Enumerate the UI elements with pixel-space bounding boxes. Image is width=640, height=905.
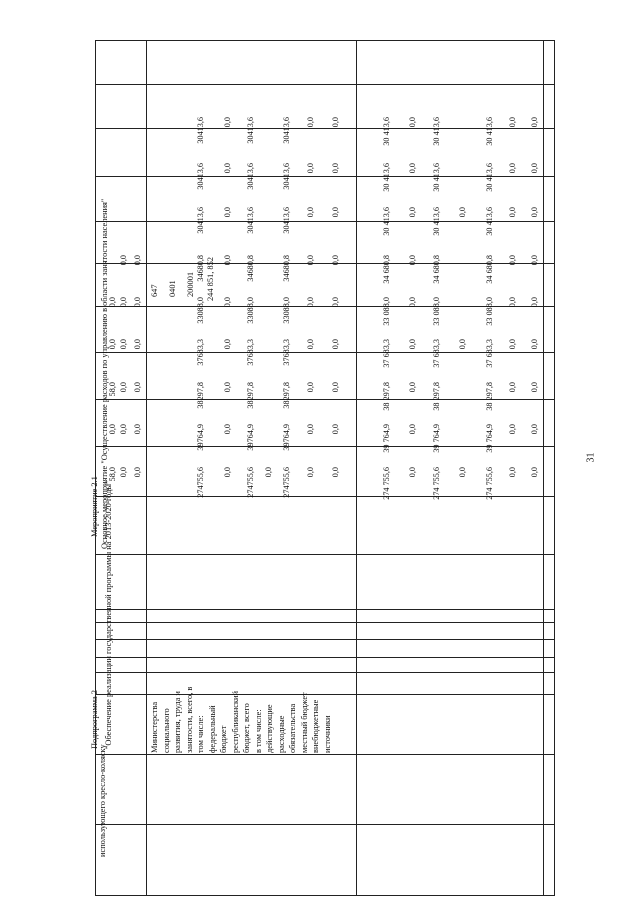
value-cell: 0,0 — [108, 339, 117, 350]
value-cell: 0,0 — [223, 424, 232, 435]
value-cell: 0,0 — [223, 339, 232, 350]
value-cell: 0,0 — [408, 424, 417, 435]
value-cell: 0,0 — [331, 424, 340, 435]
value-cell: 0,0 — [530, 255, 539, 266]
value-cell: 33088,0 — [196, 297, 205, 324]
value-cell: 30413,6 — [282, 163, 291, 190]
value-cell: 58,0 — [108, 467, 117, 482]
value-cell: 0,0 — [331, 207, 340, 218]
value-cell: 37683,3 — [282, 339, 291, 366]
value-cell: 0,0 — [306, 117, 315, 128]
source-label: Министерства — [150, 701, 159, 753]
value-cell: 30 413,6 — [432, 163, 441, 192]
value-cell: 30 413,6 — [485, 117, 494, 146]
grid-col-line — [95, 84, 555, 85]
value-cell: 0,0 — [508, 207, 517, 218]
value-cell: 0,0 — [508, 117, 517, 128]
grid-col-line — [95, 754, 555, 755]
value-cell: 0,0 — [331, 163, 340, 174]
grid-col-line — [95, 672, 555, 673]
value-cell: 0,0 — [306, 207, 315, 218]
value-cell: 0,0 — [331, 339, 340, 350]
value-cell: 33088,0 — [246, 297, 255, 324]
code-grbs: 647 — [150, 284, 159, 297]
value-cell: 0,0 — [508, 255, 517, 266]
value-cell: 0,0 — [264, 467, 273, 478]
page-number: 31 — [585, 452, 597, 463]
source-label: бюджет, всего — [242, 703, 251, 753]
value-cell: 30 413,6 — [432, 207, 441, 236]
value-cell: 30413,6 — [282, 207, 291, 234]
subprogram-code: Подпрограмма 2 — [90, 690, 99, 749]
value-cell: 0,0 — [408, 255, 417, 266]
value-cell: 0,0 — [508, 297, 517, 308]
value-cell: 0,0 — [133, 297, 142, 308]
value-cell: 0,0 — [458, 467, 467, 478]
value-cell: 274755,6 — [246, 467, 255, 498]
value-cell: 0,0 — [331, 382, 340, 393]
value-cell: 0,0 — [306, 467, 315, 478]
code-cs: 200001 — [186, 271, 195, 297]
grid-row-line — [146, 40, 147, 896]
row-label-top: использующего кресло-коляску — [98, 744, 107, 857]
value-cell: 34 680,8 — [382, 255, 391, 284]
source-label: местный бюджет — [299, 692, 309, 753]
value-cell: 0,0 — [530, 297, 539, 308]
value-cell: 38 297,8 — [382, 382, 391, 411]
value-cell: 0,0 — [133, 382, 142, 393]
value-cell: 30413,6 — [196, 163, 205, 190]
value-cell: 0,0 — [133, 467, 142, 478]
value-cell: 0,0 — [133, 339, 142, 350]
value-cell: 0,0 — [530, 163, 539, 174]
value-cell: 0,0 — [108, 297, 117, 308]
measure-title: Основное мероприятие "Осуществление расходов по управлению в области занятости населения" — [100, 198, 109, 549]
value-cell: 34680,8 — [196, 255, 205, 282]
value-cell: 37 683,3 — [432, 339, 441, 368]
value-cell: 30413,6 — [246, 163, 255, 190]
value-cell: 0,0 — [223, 117, 232, 128]
value-cell: 33 088,0 — [432, 297, 441, 326]
source-label: федеральный — [207, 705, 217, 753]
source-label: действующие — [265, 704, 274, 753]
value-cell: 30 413,6 — [485, 163, 494, 192]
value-cell: 0,0 — [331, 467, 340, 478]
value-cell: 0,0 — [133, 255, 142, 266]
value-cell: 30413,6 — [246, 117, 255, 144]
value-cell: 30 413,6 — [432, 117, 441, 146]
source-label: том числе: — [196, 715, 205, 753]
value-cell: 0,0 — [530, 382, 539, 393]
value-cell: 0,0 — [223, 207, 232, 218]
code-rz: 0401 — [168, 280, 177, 297]
source-label: бюджет — [219, 725, 228, 753]
grid-col-line — [95, 824, 555, 825]
value-cell: 38297,8 — [246, 382, 255, 409]
value-cell: 0,0 — [223, 382, 232, 393]
source-label: расходные — [276, 715, 286, 753]
value-cell: 0,0 — [133, 424, 142, 435]
value-cell: 37683,3 — [246, 339, 255, 366]
value-cell: 34 680,8 — [485, 255, 494, 284]
value-cell: 39764,9 — [196, 424, 205, 451]
value-cell: 0,0 — [306, 163, 315, 174]
value-cell: 39 764,9 — [432, 424, 441, 453]
value-cell: 38297,8 — [196, 382, 205, 409]
value-cell: 34 680,8 — [432, 255, 441, 284]
value-cell: 274755,6 — [282, 467, 291, 498]
value-cell: 274 755,6 — [382, 467, 391, 500]
value-cell: 39764,9 — [246, 424, 255, 451]
grid-row-line — [543, 40, 544, 896]
value-cell: 33 088,0 — [485, 297, 494, 326]
value-cell: 0,0 — [119, 339, 128, 350]
value-cell: 274755,6 — [196, 467, 205, 498]
value-cell: 0,0 — [223, 163, 232, 174]
grid-row-line — [356, 40, 357, 896]
value-cell: 0,0 — [108, 424, 117, 435]
value-cell: 37 683,3 — [485, 339, 494, 368]
value-cell: 0,0 — [458, 339, 467, 350]
value-cell: 0,0 — [408, 297, 417, 308]
value-cell: 0,0 — [223, 297, 232, 308]
value-cell: 30 413,6 — [382, 117, 391, 146]
value-cell: 34680,8 — [246, 255, 255, 282]
value-cell: 38297,8 — [282, 382, 291, 409]
value-cell: 0,0 — [530, 424, 539, 435]
value-cell: 0,0 — [508, 382, 517, 393]
grid-col-line — [95, 657, 555, 658]
value-cell: 37683,3 — [196, 339, 205, 366]
value-cell: 0,0 — [306, 255, 315, 266]
value-cell: 0,0 — [223, 255, 232, 266]
value-cell: 0,0 — [508, 467, 517, 478]
value-cell: 38 297,8 — [432, 382, 441, 411]
grid-col-line — [95, 694, 555, 695]
value-cell: 0,0 — [530, 339, 539, 350]
source-label: обязательства — [288, 703, 297, 753]
value-cell: 0,0 — [331, 255, 340, 266]
value-cell: 274 755,6 — [485, 467, 494, 500]
value-cell: 0,0 — [508, 163, 517, 174]
value-cell: 39 764,9 — [382, 424, 391, 453]
source-label: развития, труда и — [173, 691, 182, 753]
code-sum: 244 851, 852 — [206, 257, 215, 301]
value-cell: 0,0 — [119, 424, 128, 435]
grid-col-line — [95, 554, 555, 555]
source-label: социального — [161, 708, 171, 753]
value-cell: 0,0 — [408, 117, 417, 128]
value-cell: 30413,6 — [246, 207, 255, 234]
value-cell: 39764,9 — [282, 424, 291, 451]
value-cell: 0,0 — [458, 207, 467, 218]
value-cell: 0,0 — [223, 467, 232, 478]
value-cell: 0,0 — [530, 207, 539, 218]
value-cell: 39 764,9 — [485, 424, 494, 453]
value-cell: 30 413,6 — [382, 163, 391, 192]
value-cell: 0,0 — [530, 117, 539, 128]
value-cell: 38 297,8 — [485, 382, 494, 411]
value-cell: 0,0 — [408, 339, 417, 350]
source-label: занятости, всего, в — [184, 686, 194, 753]
grid-col-line — [95, 622, 555, 623]
value-cell: 0,0 — [408, 382, 417, 393]
value-cell: 58,0 — [108, 382, 117, 397]
measure-code: Мероприятие 2.1 — [90, 476, 99, 537]
value-cell: 30 413,6 — [382, 207, 391, 236]
value-cell: 0,0 — [331, 117, 340, 128]
source-label: источники — [322, 715, 332, 753]
value-cell: 0,0 — [408, 207, 417, 218]
grid-col-line — [95, 639, 555, 640]
value-cell: 0,0 — [408, 467, 417, 478]
value-cell: 0,0 — [306, 424, 315, 435]
value-cell: 0,0 — [530, 467, 539, 478]
value-cell: 0,0 — [306, 382, 315, 393]
value-cell: 0,0 — [508, 424, 517, 435]
value-cell: 0,0 — [408, 163, 417, 174]
grid-col-line — [95, 609, 555, 610]
value-cell: 0,0 — [306, 339, 315, 350]
value-cell: 0,0 — [119, 255, 128, 266]
value-cell: 37 683,3 — [382, 339, 391, 368]
value-cell: 0,0 — [119, 382, 128, 393]
value-cell: 30413,6 — [196, 117, 205, 144]
value-cell: 34680,8 — [282, 255, 291, 282]
value-cell: 33088,0 — [282, 297, 291, 324]
source-label: в том числе: — [253, 709, 263, 753]
value-cell: 30413,6 — [196, 207, 205, 234]
value-cell: 274 755,6 — [432, 467, 441, 500]
value-cell: 0,0 — [306, 297, 315, 308]
value-cell: 30413,6 — [282, 117, 291, 144]
value-cell: 0,0 — [119, 297, 128, 308]
value-cell: 30 413,6 — [485, 207, 494, 236]
value-cell: 0,0 — [119, 467, 128, 478]
subprogram-title: "Обеспечение реализации государственной программы на 2013-2020 годы" — [104, 480, 113, 749]
value-cell: 0,0 — [331, 297, 340, 308]
source-label: республиканский — [230, 691, 240, 753]
source-label: внебюджетные — [311, 699, 320, 753]
value-cell: 33 088,0 — [382, 297, 391, 326]
value-cell: 0,0 — [508, 339, 517, 350]
